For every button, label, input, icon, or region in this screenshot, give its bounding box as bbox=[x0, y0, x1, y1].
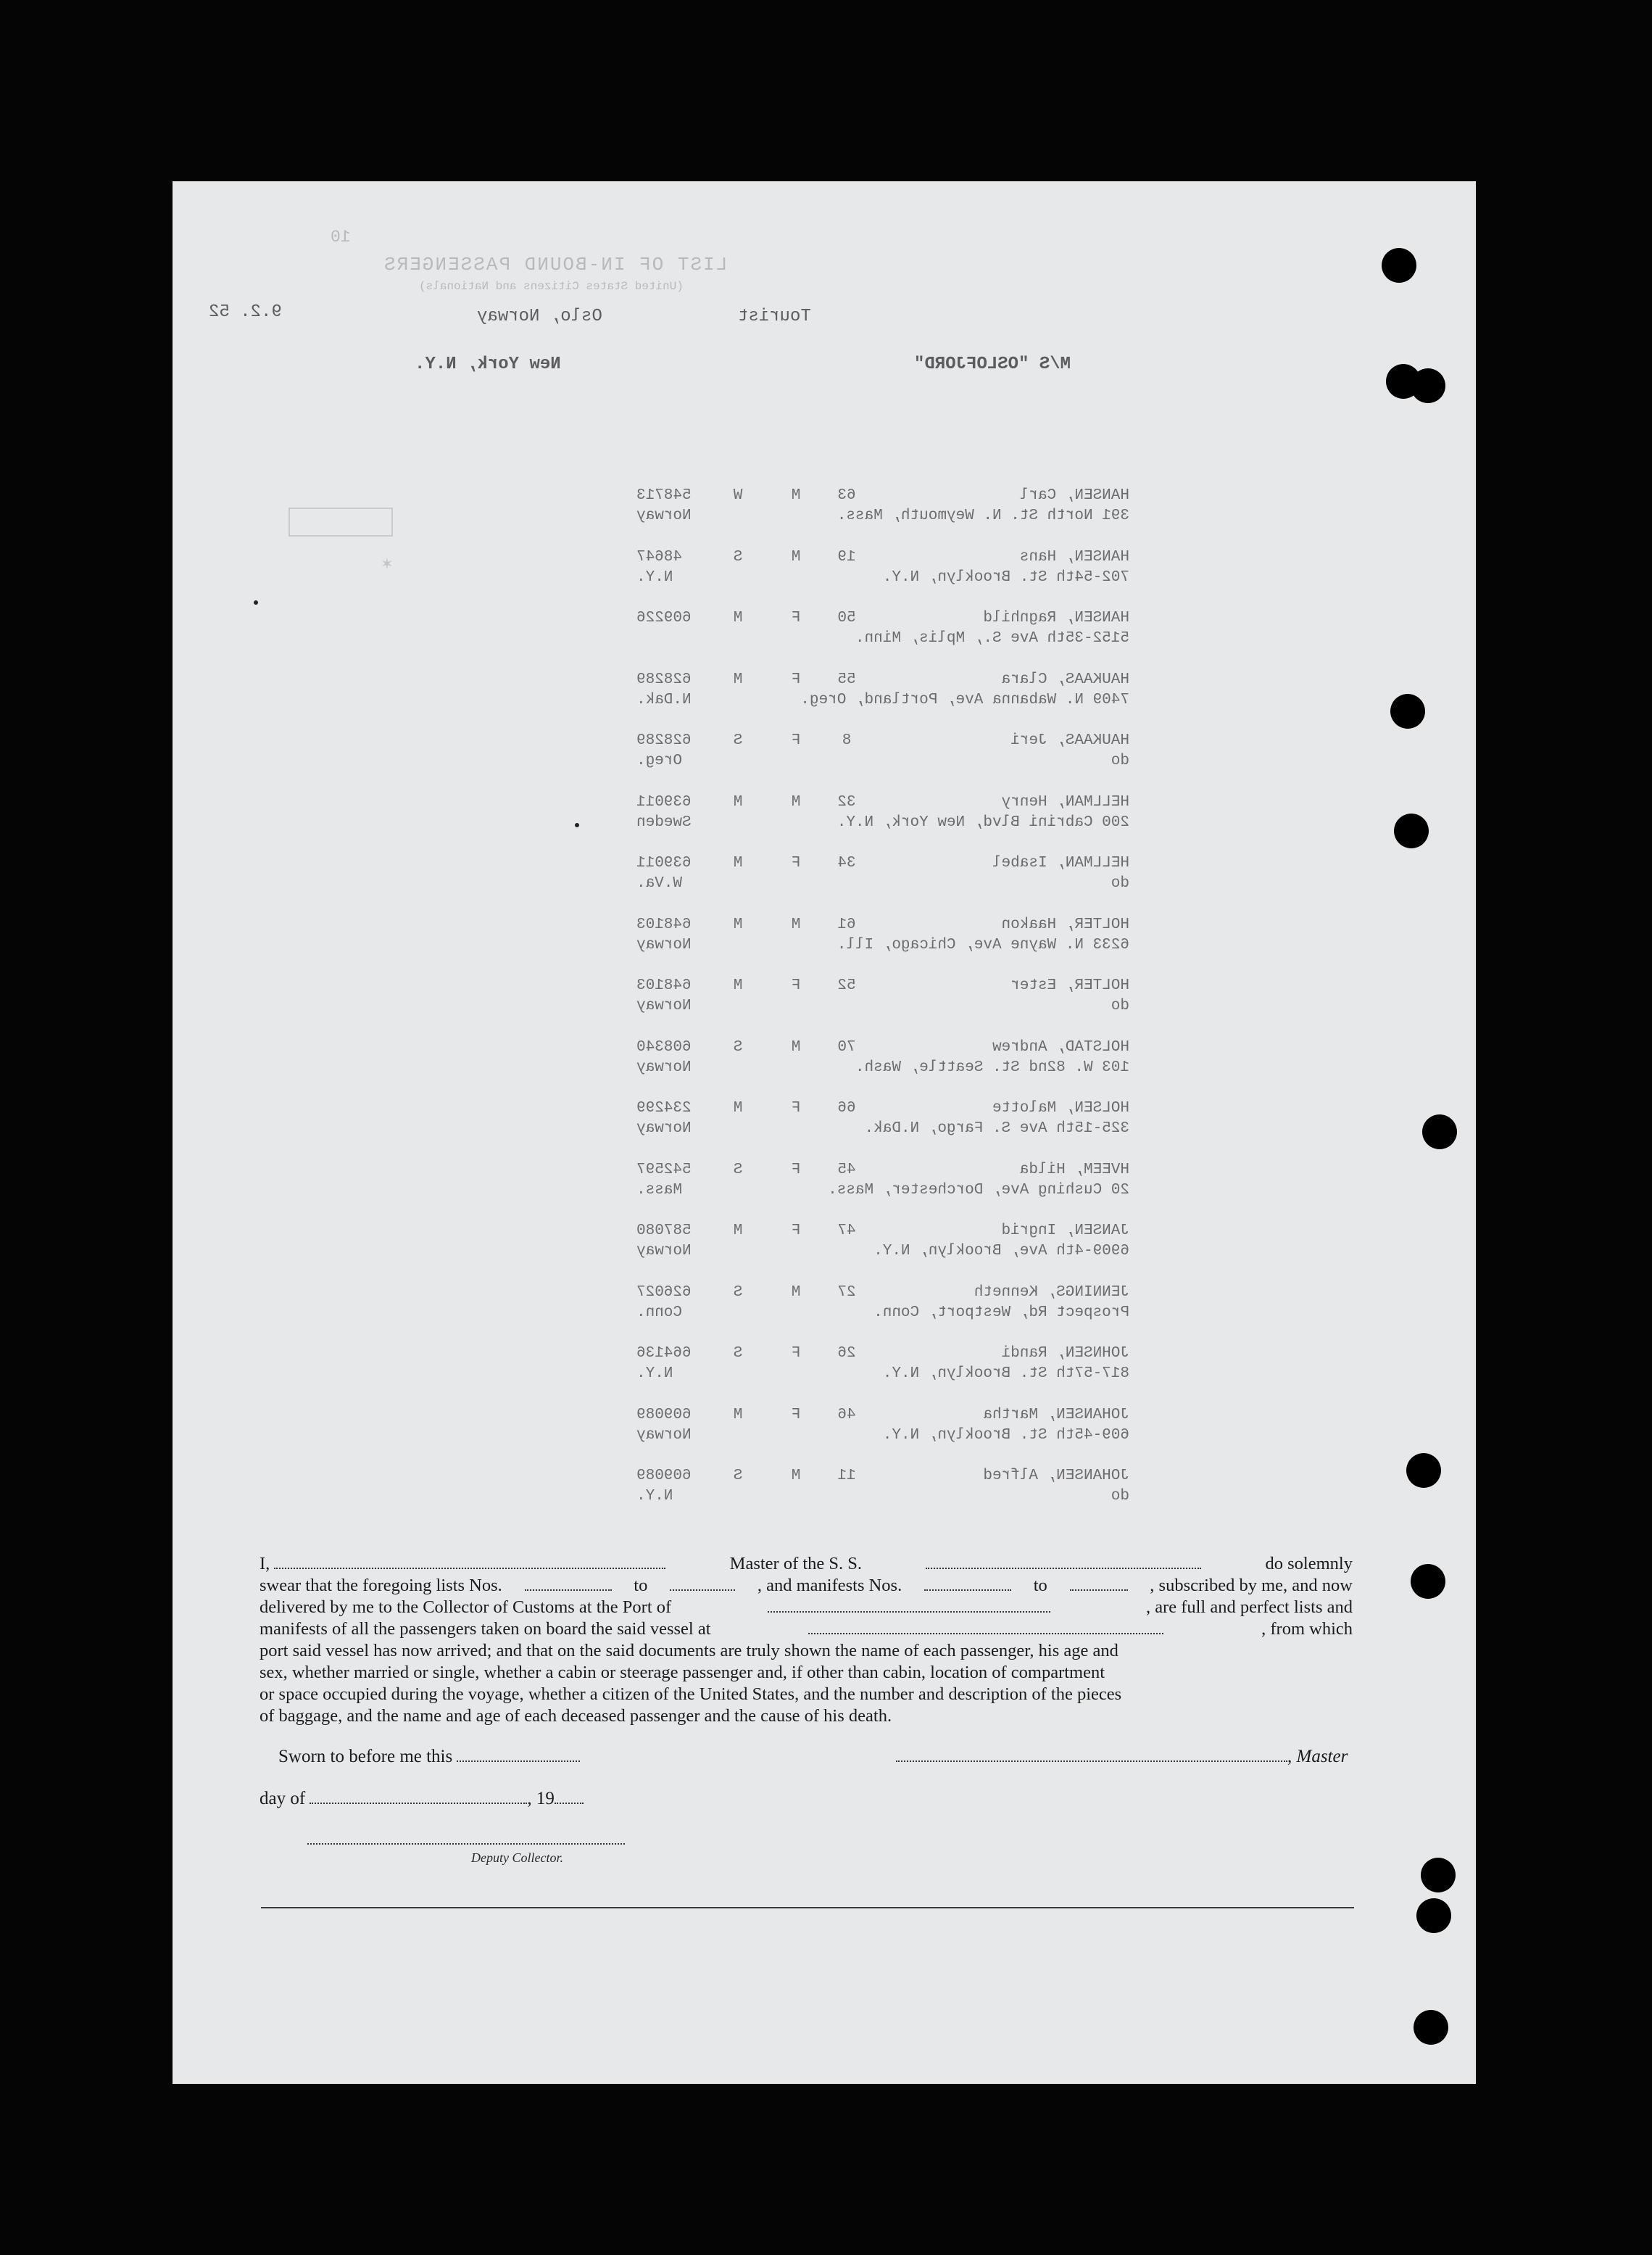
passenger-status: S bbox=[733, 732, 743, 749]
passenger-status: M bbox=[733, 1100, 743, 1117]
passenger-age: 11 bbox=[837, 1468, 856, 1484]
passenger-name: HELLMAN, Henry bbox=[1001, 793, 1129, 811]
passenger-age: 55 bbox=[837, 671, 856, 688]
ink-dot bbox=[254, 600, 258, 605]
passenger-address: 817-57th St. Brooklyn, N.Y. bbox=[882, 1365, 1129, 1382]
binder-hole bbox=[1414, 2010, 1448, 2045]
passenger-cert: 609089 bbox=[636, 1468, 692, 1484]
binder-hole bbox=[1416, 1898, 1451, 1933]
passenger-name: HOLSTAD, Andrew bbox=[992, 1038, 1129, 1056]
ink-dot bbox=[575, 823, 579, 827]
passenger-status: M bbox=[733, 1406, 743, 1423]
passenger-age: 47 bbox=[837, 1222, 856, 1239]
passenger-name: HOLTER, Haakon bbox=[1001, 916, 1129, 933]
passenger-name: HANSEN, Hans bbox=[1019, 548, 1129, 566]
passenger-address: 6233 N. Wayne Ave, Chicago, Ill. bbox=[837, 936, 1129, 953]
passenger-cert: 639011 bbox=[636, 793, 692, 811]
passenger-place: N.Dak. bbox=[636, 691, 692, 708]
passenger-age: 8 bbox=[842, 732, 852, 749]
passenger-entry bbox=[636, 1344, 1129, 1387]
oath-i: I, bbox=[260, 1554, 270, 1573]
passenger-status: M bbox=[733, 916, 743, 933]
passenger-entry bbox=[636, 976, 1129, 1019]
binder-hole bbox=[1406, 1453, 1441, 1488]
passenger-status: M bbox=[733, 793, 743, 811]
passenger-cert: 628289 bbox=[636, 671, 692, 688]
passenger-cert: 626027 bbox=[636, 1283, 692, 1301]
passenger-cert: 628289 bbox=[636, 732, 692, 749]
passenger-place: Norway bbox=[636, 998, 692, 1014]
passenger-entry bbox=[636, 1405, 1129, 1449]
passenger-name: HAUKAAS, Jeri bbox=[1010, 732, 1129, 749]
day-row bbox=[260, 1788, 584, 1809]
day-label: day of bbox=[260, 1789, 306, 1808]
passenger-sex: M bbox=[791, 916, 801, 933]
passenger-name: JENNINGS, Kenneth bbox=[974, 1283, 1129, 1301]
passenger-place: N.Y. bbox=[636, 1488, 673, 1505]
passenger-place: Oreg. bbox=[636, 753, 683, 769]
passenger-status: S bbox=[733, 548, 743, 566]
passenger-sex: F bbox=[791, 977, 801, 994]
passenger-name: JOHANSEN, Alfred bbox=[983, 1468, 1129, 1484]
passenger-status: S bbox=[733, 1161, 743, 1178]
passenger-cert: 639011 bbox=[636, 855, 692, 872]
passenger-sex: M bbox=[791, 548, 801, 566]
passenger-cert: 648103 bbox=[636, 916, 692, 933]
passenger-cert: 608340 bbox=[636, 1038, 692, 1056]
passenger-entry bbox=[636, 547, 1129, 591]
passenger-address: 7409 N. Wabanna Ave, Portland, Oreg. bbox=[800, 691, 1129, 708]
passenger-status: M bbox=[733, 977, 743, 994]
oath-to-1: to bbox=[634, 1576, 648, 1595]
passenger-age: 46 bbox=[837, 1406, 856, 1423]
passenger-age: 27 bbox=[837, 1283, 856, 1301]
passenger-cert: 664136 bbox=[636, 1345, 692, 1362]
year-label: , 19 bbox=[527, 1789, 555, 1808]
passenger-age: 70 bbox=[837, 1038, 856, 1056]
passenger-entry bbox=[636, 608, 1129, 652]
passenger-age: 19 bbox=[837, 548, 856, 566]
passenger-age: 26 bbox=[837, 1345, 856, 1362]
passenger-cert: 648103 bbox=[636, 977, 692, 994]
passenger-entry bbox=[636, 1221, 1129, 1265]
oath-lists-nos: swear that the foregoing lists Nos. bbox=[260, 1576, 502, 1595]
passenger-entry bbox=[636, 1098, 1129, 1142]
oath-to-2: to bbox=[1033, 1576, 1047, 1595]
passenger-sex: M bbox=[791, 487, 801, 504]
header-from-port: Oslo, Norway bbox=[477, 307, 602, 326]
deputy-row bbox=[307, 1829, 625, 1850]
passenger-place bbox=[636, 629, 709, 649]
passenger-cert: 542597 bbox=[636, 1161, 692, 1178]
passenger-address: do bbox=[1111, 875, 1129, 892]
passenger-cert: 48647 bbox=[636, 548, 683, 566]
passenger-place: Norway bbox=[636, 1120, 692, 1137]
passenger-name: HAUKAAS, Clara bbox=[1001, 671, 1129, 688]
oath-line-8: of baggage, and the name and age of each deceased passenger and the cause of his death. bbox=[260, 1706, 892, 1726]
passenger-address: 200 Cabrini Blvd, New York, N.Y. bbox=[837, 814, 1129, 831]
passenger-entry bbox=[636, 1160, 1129, 1204]
binder-hole bbox=[1394, 814, 1429, 848]
passenger-entry bbox=[636, 670, 1129, 713]
passenger-address: do bbox=[1111, 753, 1129, 769]
oath-manifests-nos: , and manifests Nos. bbox=[757, 1576, 902, 1595]
passenger-name: HELLMAN, Isabel bbox=[992, 855, 1129, 872]
passenger-status: S bbox=[733, 1345, 743, 1362]
passenger-name: HANSEN, Carl bbox=[1019, 487, 1129, 504]
passenger-age: 61 bbox=[837, 916, 856, 933]
passenger-entry bbox=[636, 486, 1129, 529]
passenger-status: S bbox=[733, 1283, 743, 1301]
passenger-status: M bbox=[733, 610, 743, 626]
passenger-cert: 234299 bbox=[636, 1100, 692, 1117]
passenger-address: 325-15th Ave S. Fargo, N.Dak. bbox=[864, 1120, 1129, 1137]
passenger-age: 63 bbox=[837, 487, 856, 504]
master-signature-row bbox=[896, 1746, 1348, 1767]
passenger-status: S bbox=[733, 1038, 743, 1056]
oath-text bbox=[260, 1553, 1353, 1727]
passenger-place: W.Va. bbox=[636, 875, 683, 892]
passenger-name: HVEEM, Hilda bbox=[1019, 1161, 1129, 1178]
passenger-cert: 548713 bbox=[636, 487, 692, 504]
passenger-place: Conn. bbox=[636, 1304, 683, 1321]
binder-hole bbox=[1422, 1114, 1457, 1149]
sworn-label: Sworn to before me this bbox=[278, 1747, 453, 1766]
binder-hole bbox=[1390, 694, 1425, 729]
passenger-address: Prospect Rd, Westport, Conn. bbox=[873, 1304, 1129, 1321]
oath-full-perfect: , are full and perfect lists and bbox=[1145, 1597, 1353, 1617]
passenger-entry bbox=[636, 1038, 1129, 1081]
master-label: , Master bbox=[1287, 1747, 1348, 1766]
passenger-place: Norway bbox=[636, 508, 692, 524]
passenger-address: 5152-35th Ave S., Mplis, Minn. bbox=[855, 630, 1129, 647]
passenger-status: M bbox=[733, 855, 743, 872]
passenger-age: 45 bbox=[837, 1161, 856, 1178]
oath-line-6: sex, whether married or single, whether a cabin or steerage passenger and, if other than cabin, location of compartment bbox=[260, 1663, 1105, 1682]
passenger-place: N.Y. bbox=[636, 568, 673, 586]
passenger-cert: 587080 bbox=[636, 1222, 692, 1239]
passenger-place: Norway bbox=[636, 1243, 692, 1259]
binder-hole bbox=[1421, 1858, 1456, 1892]
passenger-sex: F bbox=[791, 1222, 801, 1239]
passenger-sex: F bbox=[791, 855, 801, 872]
binder-hole bbox=[1382, 248, 1416, 283]
passenger-age: 66 bbox=[837, 1100, 856, 1117]
passenger-sex: M bbox=[791, 1038, 801, 1056]
passenger-entry bbox=[636, 853, 1129, 897]
passenger-name: HOLTER, Ester bbox=[1010, 977, 1129, 994]
oath-subscribed: , subscribed by me, and now bbox=[1150, 1576, 1353, 1595]
passenger-entry bbox=[636, 731, 1129, 774]
passenger-name: JOHANSEN, Martha bbox=[983, 1406, 1129, 1423]
passenger-entry bbox=[636, 1283, 1129, 1326]
oath-master-of: Master of the S. S. bbox=[729, 1554, 863, 1573]
passenger-address: 702-54th St. Brooklyn, N.Y. bbox=[882, 568, 1129, 586]
passenger-status: S bbox=[733, 1468, 743, 1484]
passenger-name: HANSEN, Ragnhild bbox=[983, 610, 1129, 626]
oath-line-5: port said vessel has now arrived; and that on the said documents are truly shown the name of each passenger, his age and bbox=[260, 1641, 1118, 1660]
oath-port-of: delivered by me to the Collector of Customs at the Port of bbox=[260, 1597, 672, 1617]
passenger-place: Norway bbox=[636, 936, 692, 953]
passenger-address: 20 Cushing Ave, Dorchester, Mass. bbox=[828, 1181, 1129, 1199]
faint-mark: ✶ bbox=[381, 553, 393, 575]
passenger-address: do bbox=[1111, 998, 1129, 1014]
list-subtitle: (United States Citizens and Nationals) bbox=[419, 280, 684, 293]
passenger-age: 52 bbox=[837, 977, 856, 994]
binder-hole bbox=[1411, 368, 1445, 403]
passenger-place: Sweden bbox=[636, 814, 692, 831]
passenger-status: M bbox=[733, 671, 743, 688]
passenger-address: 609-45th St. Brooklyn, N.Y. bbox=[882, 1426, 1129, 1444]
passenger-place: Mass. bbox=[636, 1181, 683, 1199]
passenger-name: JOHNSEN, Randi bbox=[1001, 1345, 1129, 1362]
passenger-place: N.Y. bbox=[636, 1365, 673, 1382]
passenger-cert: 609089 bbox=[636, 1406, 692, 1423]
header-date: 9.2. 52 bbox=[209, 302, 282, 322]
sworn-row bbox=[278, 1746, 580, 1767]
bottom-rule bbox=[261, 1907, 1354, 1908]
passenger-cert: 609226 bbox=[636, 610, 692, 626]
binder-hole bbox=[1411, 1564, 1445, 1599]
passenger-age: 50 bbox=[837, 610, 856, 626]
passenger-status: W bbox=[733, 487, 743, 504]
oath-vessel-at: manifests of all the passengers taken on board the said vessel at bbox=[260, 1619, 711, 1639]
passenger-entry bbox=[636, 1466, 1129, 1510]
oath-solemnly: do solemnly bbox=[1265, 1554, 1353, 1573]
faint-stamp bbox=[289, 508, 393, 537]
list-title: LIST OF IN-BOUND PASSENGERS bbox=[383, 254, 728, 276]
passenger-entry bbox=[636, 915, 1129, 959]
passenger-place: Norway bbox=[636, 1426, 692, 1444]
passenger-name: HOLSEN, Malotte bbox=[992, 1100, 1129, 1117]
header-arriving-port: New York, N.Y. bbox=[415, 355, 561, 374]
passenger-sex: F bbox=[791, 671, 801, 688]
deputy-collector-label: Deputy Collector. bbox=[471, 1850, 563, 1865]
passenger-sex: F bbox=[791, 610, 801, 626]
passenger-sex: F bbox=[791, 1161, 801, 1178]
passenger-entry bbox=[636, 793, 1129, 836]
passenger-sex: M bbox=[791, 1283, 801, 1301]
passenger-sex: M bbox=[791, 793, 801, 811]
passenger-sex: M bbox=[791, 1468, 801, 1484]
passenger-address: do bbox=[1111, 1488, 1129, 1505]
passenger-sex: F bbox=[791, 1406, 801, 1423]
passenger-address: 103 W. 82nd St. Seattle, Wash. bbox=[855, 1059, 1129, 1076]
oath-line-7: or space occupied during the voyage, whether a citizen of the United States, and the number and description of the pieces bbox=[260, 1684, 1122, 1704]
passenger-place: Norway bbox=[636, 1059, 692, 1076]
header-class: Tourist bbox=[738, 307, 811, 326]
passenger-address: 6909-4th Ave, Brooklyn, N.Y. bbox=[873, 1243, 1129, 1259]
passenger-address: 391 North St. N. Weymouth, Mass. bbox=[837, 508, 1129, 524]
passenger-age: 32 bbox=[837, 793, 856, 811]
passenger-sex: F bbox=[791, 1100, 801, 1117]
oath-from-which: , from which bbox=[1261, 1619, 1353, 1639]
passenger-age: 34 bbox=[837, 855, 856, 872]
passenger-sex: F bbox=[791, 732, 801, 749]
page-number: 10 bbox=[331, 228, 351, 247]
passenger-sex: F bbox=[791, 1345, 801, 1362]
header-vessel: M/S "OSLOFJORD" bbox=[914, 355, 1071, 374]
passenger-status: M bbox=[733, 1222, 743, 1239]
passenger-name: JANSEN, Ingrid bbox=[1001, 1222, 1129, 1239]
